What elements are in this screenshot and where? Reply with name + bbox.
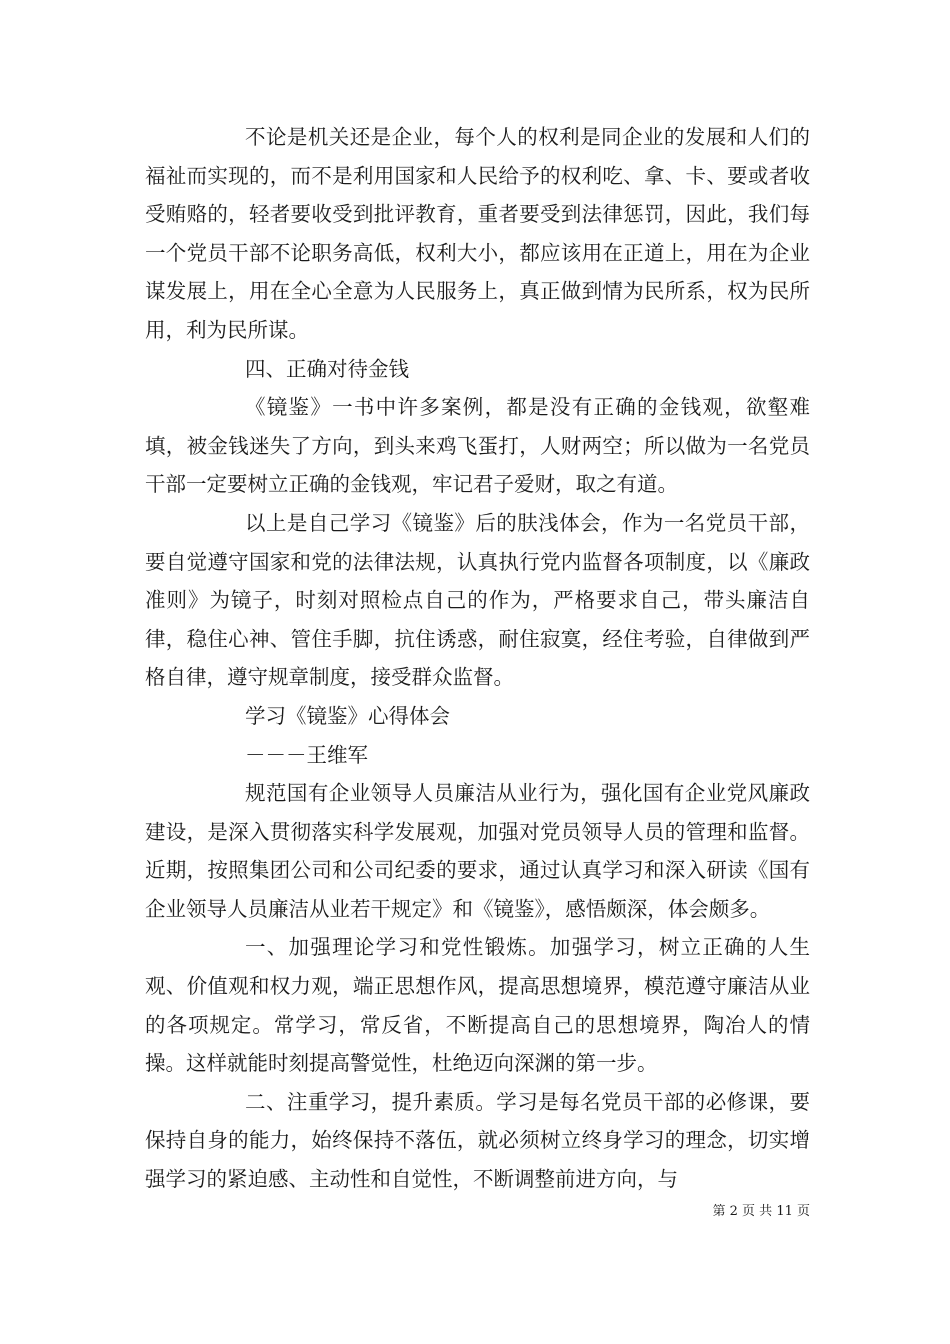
article-title: 学习《镜鉴》心得体会: [245, 703, 450, 728]
body-paragraph-6: 二、注重学习，提升素质。学习是每名党员干部的必修课，要保持自身的能力，始终保持不落伍，就必须树立终身学习的理念，切实增强学习的紧迫感、主动性和自觉性，不断调整前进方向，与: [145, 1089, 810, 1192]
body-paragraph-4: 规范国有企业领导人员廉洁从业行为，强化国有企业党风廉政建设，是深入贯彻落实科学发展观，加强对党员领导人员的管理和监督。近期，按照集团公司和公司纪委的要求，通过认真学习和深入研读《国有企业领导人员廉洁从业若干规定》和《镜鉴》，感悟颇深，体会颇多。: [145, 781, 810, 921]
body-paragraph-5: 一、加强理论学习和党性锻炼。加强学习，树立正确的人生观、价值观和权力观，端正思想作风，提高思想境界，模范遵守廉洁从业的各项规定。常学习，常反省，不断提高自己的思想境界，陶冶人的情操。这样就能时刻提高警觉性，杜绝迈向深渊的第一步。: [145, 935, 810, 1076]
section-heading-money: 四、正确对待金钱: [245, 356, 409, 381]
body-paragraph-2: 《镜鉴》一书中许多案例，都是没有正确的金钱观，欲壑难填，被金钱迷失了方向，到头来鸡飞蛋打，人财两空；所以做为一名党员干部一定要树立正确的金钱观，牢记君子爱财，取之有道。: [145, 395, 810, 497]
body-paragraph-1: 不论是机关还是企业，每个人的权利是同企业的发展和人们的福祉而实现的，而不是利用国家和人民给予的权利吃、拿、卡、要或者收受贿赂的，轻者要收受到批评教育，重者要受到法律惩罚，因此，我们每一个党员干部不论职务高低，权利大小，都应该用在正道上，用在为企业谋发展上，用在全心全意为人民服务上，真正做到情为民所系，权为民所用，利为民所谋。: [145, 125, 810, 342]
page-number-footer: 第 2 页 共 11 页: [712, 1204, 810, 1219]
document-body: [145, 118, 810, 1199]
article-author: －－－王维军: [245, 742, 368, 767]
body-paragraph-3: 以上是自己学习《镜鉴》后的肤浅体会，作为一名党员干部，要自觉遵守国家和党的法律法规，认真执行党内监督各项制度，以《廉政准则》为镜子，时刻对照检点自己的作为，严格要求自己，带头廉洁自律，稳住心神、管住手脚，抗住诱惑，耐住寂寞，经住考验，自律做到严格自律，遵守规章制度，接受群众监督。: [145, 510, 810, 690]
